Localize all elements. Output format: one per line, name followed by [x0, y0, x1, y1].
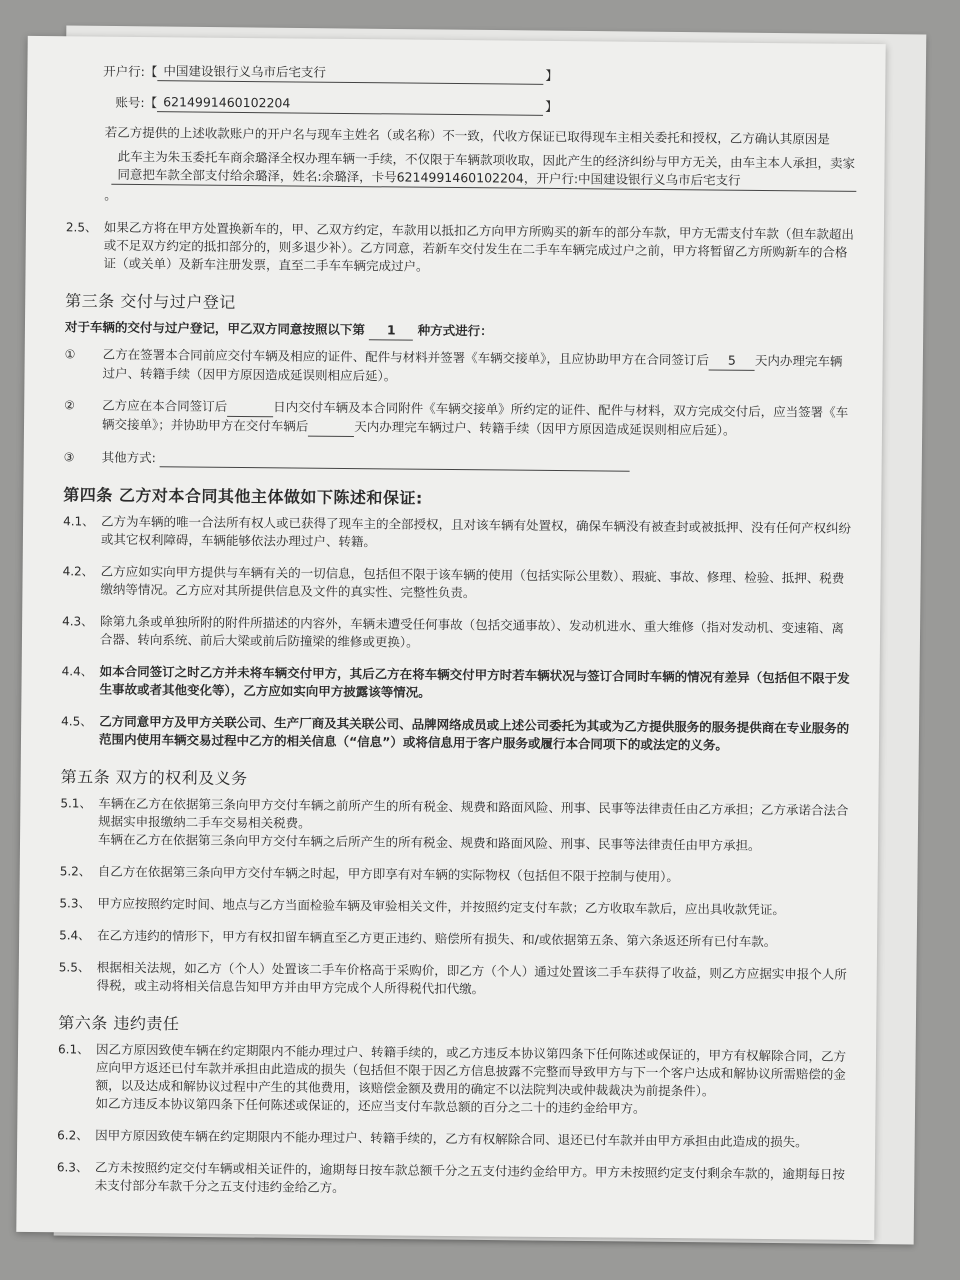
option-1-num: ①	[64, 347, 76, 362]
section-3-option-2	[64, 396, 854, 442]
clause-text: 如果乙方将在甲方处置换新车的，甲、乙双方约定，车款用以抵扣乙方向甲方所购买的新车的部分车款，甲方无需支付车款（但车款超出或不足双方约定的抵扣部分的，则多退少补）。乙方同意，若新车交付发生在二手车车辆完成过户之前，甲方将暂留乙方所购新车的合格证（或关单）及新车注册发票，直至二手车车辆完成过户。	[103, 219, 854, 274]
clause-num: 6.1、	[57, 1042, 90, 1057]
section-3-intro	[65, 318, 855, 345]
clause-5-3	[59, 894, 849, 920]
clause-5-4	[59, 926, 849, 952]
clause-num: 4.4、	[61, 664, 93, 679]
option-1-post: 天内办理完车辆过户、转籍手续（因甲方原因造成延误则相应后延）。	[102, 352, 843, 384]
clause-text-2: 如乙方违反本协议第四条下任何陈述或保证的，还应当支付车款总额的百分之二十的违约金给甲方。	[95, 1095, 646, 1116]
section-3-option-3	[64, 448, 854, 474]
clause-text: 乙方为车辆的唯一合法所有权人或已获得了现车主的全部授权，且对该车辆有处置权，确保车辆没有被查封或被抵押、没有任何产权纠纷或其它权利障碍，车辆能够依法办理过户、转籍。	[100, 513, 852, 550]
account-label: 账号:【	[115, 94, 158, 111]
section-3-intro-pre: 对于车辆的交付与过户登记，甲乙双方同意按照以下第	[64, 319, 366, 338]
bank-close-bracket: 】	[545, 67, 558, 84]
bank-row	[67, 61, 857, 88]
clause-text: 根据相关法规，如乙方（个人）处置该二手车价格高于采购价，即乙方（个人）通过处置该二手车获得了收益，则乙方应据实申报个人所得税，或主动将相关信息告知甲方并由甲方完成个人所得税代扣代缴。	[96, 959, 847, 997]
clause-text-2: 车辆在乙方在依据第三条向甲方交付车辆之后所产生的所有税金、规费和路面风险、刑事、民事等法律责任由甲方承担。	[97, 831, 761, 853]
account-close-bracket: 】	[545, 98, 558, 114]
clause-5-1	[60, 794, 850, 856]
clause-num: 5.3、	[59, 896, 91, 911]
clause-6-3	[57, 1158, 847, 1202]
option-3-blank	[160, 452, 630, 472]
option-3-num: ③	[63, 450, 75, 465]
clause-num: 5.1、	[60, 796, 92, 811]
clause-text: 因甲方原因致使车辆在约定期限内不能办理过户、转籍手续的，乙方有权解除合同、退还已付车款并由甲方承担由此造成的损失。	[95, 1127, 808, 1150]
contract-content	[57, 61, 858, 1202]
clause-num: 6.2、	[57, 1128, 89, 1143]
clause-6-1	[57, 1040, 848, 1120]
clause-4-5	[61, 712, 851, 756]
option-2-mid: 日内交付车辆及本合同附件《车辆交接单》所约定的证件、配件与材料，双方完成交付后，应当签署《车辆交接单》；并协助甲方在交付车辆后	[101, 399, 849, 434]
clause-5-5	[59, 958, 849, 1002]
clause-4-1	[63, 512, 853, 556]
section-4-title: 第四条 乙方对本合同其他主体做如下陈述和保证:	[63, 485, 423, 508]
clause-num: 5.2、	[59, 864, 91, 879]
section-6-title: 第六条 违约责任	[58, 1013, 180, 1034]
clause-num: 5.5、	[58, 960, 90, 975]
section-3-intro-post: 种方式进行：	[417, 322, 493, 339]
account-row	[67, 92, 857, 119]
name-mismatch-text: 若乙方提供的上述收款账户的开户名与现车主姓名（或名称）不一致，代收方保证已取得现车主相关委托和授权，乙方确认其原因是	[104, 124, 830, 147]
clause-6-2	[57, 1126, 847, 1152]
clause-text: 车辆在乙方在依据第三条向甲方交付车辆之前所产生的所有税金、规费和路面风险、刑事、民事等法律责任由乙方承担；乙方承诺合法合规据实申报缴纳二手车交易相关税费。	[98, 795, 849, 831]
option-1-pre: 乙方在签署本合同前应交付车辆及相应的证件、配件与材料并签署《车辆交接单》，且应协助甲方在合同签订后	[102, 346, 710, 368]
option-2-num: ②	[64, 398, 76, 413]
clause-text: 乙方未按照约定交付车辆或相关证件的，逾期每日按车款总额千分之五支付违约金给甲方。甲方未按照约定支付剩余车款的，逾期每日按未支付部分车款千分之五支付违约金给乙方。	[94, 1159, 845, 1196]
clause-num: 4.1、	[63, 514, 95, 529]
clause-text: 乙方应如实向甲方提供与车辆有关的一切信息，包括但不限于该车辆的使用（包括实际公里数）、瑕疵、事故、修理、检验、抵押、税费缴纳等情况。乙方应对其所提供信息及文件的真实性、完整性负责。	[100, 563, 845, 601]
clause-text: 除第九条或单独所附的附件所描述的内容外，车辆未遭受任何事故（包括交通事故）、发动机进水、重大维修（指对发动机、变速箱、离合器、转向系统、前后大梁或前后防撞梁的维修或更换）。	[99, 613, 844, 650]
account-value: 6214991460102204	[157, 93, 543, 116]
reason-text: 此车主为朱玉委托车商余璐泽全权办理车辆一手续，不仅限于车辆款项收取，因此产生的经济纠纷与甲方无关，由车主本人承担，卖家同意把车款全部支付给余璐泽，姓名:余璐泽，卡号6214991460102204，开户行:中国建设银行义乌市后宅支行	[111, 148, 856, 192]
option-2-pre: 乙方应在本合同签订后	[102, 397, 228, 414]
section-5-title: 第五条 双方的权利及义务	[60, 767, 248, 789]
option-1-days: 5	[709, 351, 755, 370]
clause-4-2	[62, 562, 852, 606]
clause-num: 5.4、	[59, 928, 91, 943]
section-3-option-1	[64, 345, 854, 390]
section-3-title: 第三条 交付与过户登记	[65, 291, 236, 312]
contract-page	[16, 36, 885, 1240]
bank-value: 中国建设银行义乌市后宅支行	[157, 62, 543, 85]
clause-num: 4.2、	[62, 564, 94, 579]
clause-num: 4.3、	[62, 614, 94, 629]
clause-4-4	[61, 662, 851, 706]
clause-text: 自乙方在依据第三条向甲方交付车辆之时起，甲方即享有对车辆的实际物权（包括但不限于控制与使用）。	[97, 863, 680, 885]
option-2-days-blank	[227, 398, 273, 417]
clause-text: 如本合同签订之时乙方并未将车辆交付甲方，其后乙方在将车辆交付甲方时若车辆状况与签订合同时车辆的情况有差异（包括但不限于发生事故或者其他变化等），乙方应如实向甲方披露该等情况。	[99, 663, 850, 700]
clause-5-2	[60, 862, 850, 888]
clause-text: 乙方同意甲方及甲方关联公司、生产厂商及其关联公司、品牌网络成员或上述公司委托为其或为乙方提供服务的服务提供商在专业服务的范围内使用车辆交易过程中乙方的相关信息（“信息”）或将信息用于客户服务或履行本合同项下的或法定的义务。	[98, 713, 850, 753]
clause-4-3	[62, 612, 852, 656]
clause-num: 6.3、	[56, 1160, 89, 1175]
clause-num: 4.5、	[61, 714, 93, 729]
clause-text: 在乙方违约的情形下，甲方有权扣留车辆直至乙方更正违约、赔偿所有损失、和/或依据第五条、第六条返还所有已付车款。	[97, 927, 777, 950]
clause-2-5	[65, 218, 855, 280]
reason-period: 。	[104, 187, 117, 203]
clause-text: 甲方应按照约定时间、地点与乙方当面检验车辆及审验相关文件，并按照约定支付车款；乙方收取车款后，应出具收款凭证。	[97, 895, 785, 918]
section-3-option-number: 1	[369, 321, 413, 340]
option-3-text: 其他方式:	[101, 449, 157, 466]
option-2-post: 天内办理完车辆过户、转籍手续（因甲方原因造成延误则相应后延）。	[354, 419, 736, 438]
bank-label: 开户行:【	[103, 63, 158, 80]
option-2-transfer-blank	[308, 418, 354, 437]
clause-num: 2.5、	[65, 220, 98, 235]
clause-text: 因乙方原因致使车辆在约定期限内不能办理过户、转籍手续的，或乙方违反本协议第四条下任何陈述或保证的，甲方有权解除合同，乙方应向甲方返还已付车款并承担由此造成的损失（包括但不限于因乙方信息披露不完整而导致甲方与下一个客户达成和解协议所需赔偿的金额，以及达成和解协议过程中产生的其他费用，该赔偿金额及费用的确定不以法院判决或仲裁裁决为前提条件）。	[95, 1041, 847, 1099]
